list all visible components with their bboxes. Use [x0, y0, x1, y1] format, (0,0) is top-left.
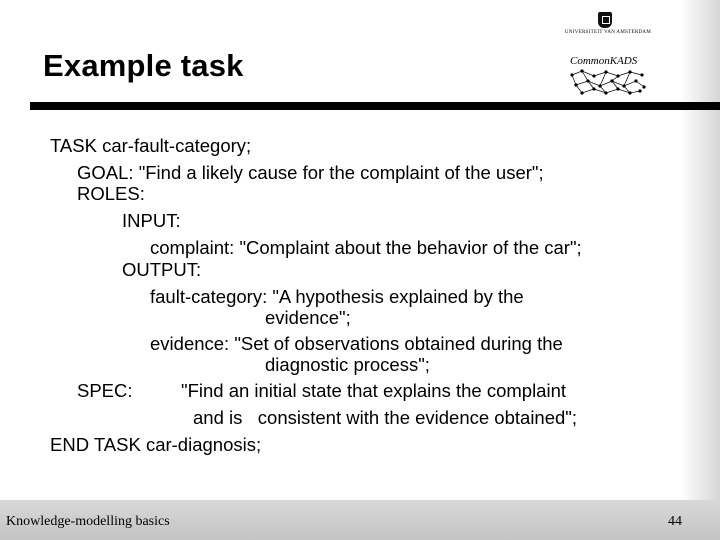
task-line: GOAL: "Find a likely cause for the complaint of the user";: [77, 162, 544, 183]
university-shield-icon: [598, 12, 612, 28]
task-line: complaint: "Complaint about the behavior of the car";: [150, 237, 582, 258]
task-line: TASK car-fault-category;: [50, 135, 252, 156]
task-line: INPUT:: [122, 210, 181, 231]
task-line: evidence: "Set of observations obtained during the: [150, 333, 563, 354]
slide-title: Example task: [43, 48, 244, 83]
task-line: fault-category: "A hypothesis explained by the: [150, 286, 524, 307]
page-number: 44: [668, 514, 682, 529]
commonkads-logo-text: CommonKADS: [570, 55, 638, 67]
title-underline: [30, 102, 720, 110]
slide-shadow-right: [680, 0, 720, 540]
task-line: END TASK car-diagnosis;: [50, 434, 262, 455]
commonkads-network-icon: [566, 67, 650, 97]
footer-course-title: Knowledge-modelling basics: [6, 514, 170, 529]
task-line: diagnostic process";: [265, 354, 430, 375]
university-logo-text: UNIVERSITEIT VAN AMSTERDAM: [564, 30, 652, 35]
task-line: evidence";: [265, 307, 351, 328]
task-line: "Find an initial state that explains the complaint: [181, 380, 567, 401]
task-line: and is consistent with the evidence obtained";: [193, 407, 578, 428]
task-line: SPEC:: [77, 380, 133, 401]
commonkads-logo: [566, 55, 650, 99]
task-line: OUTPUT:: [122, 259, 202, 280]
university-logo: [562, 8, 654, 38]
task-line: ROLES:: [77, 183, 145, 204]
